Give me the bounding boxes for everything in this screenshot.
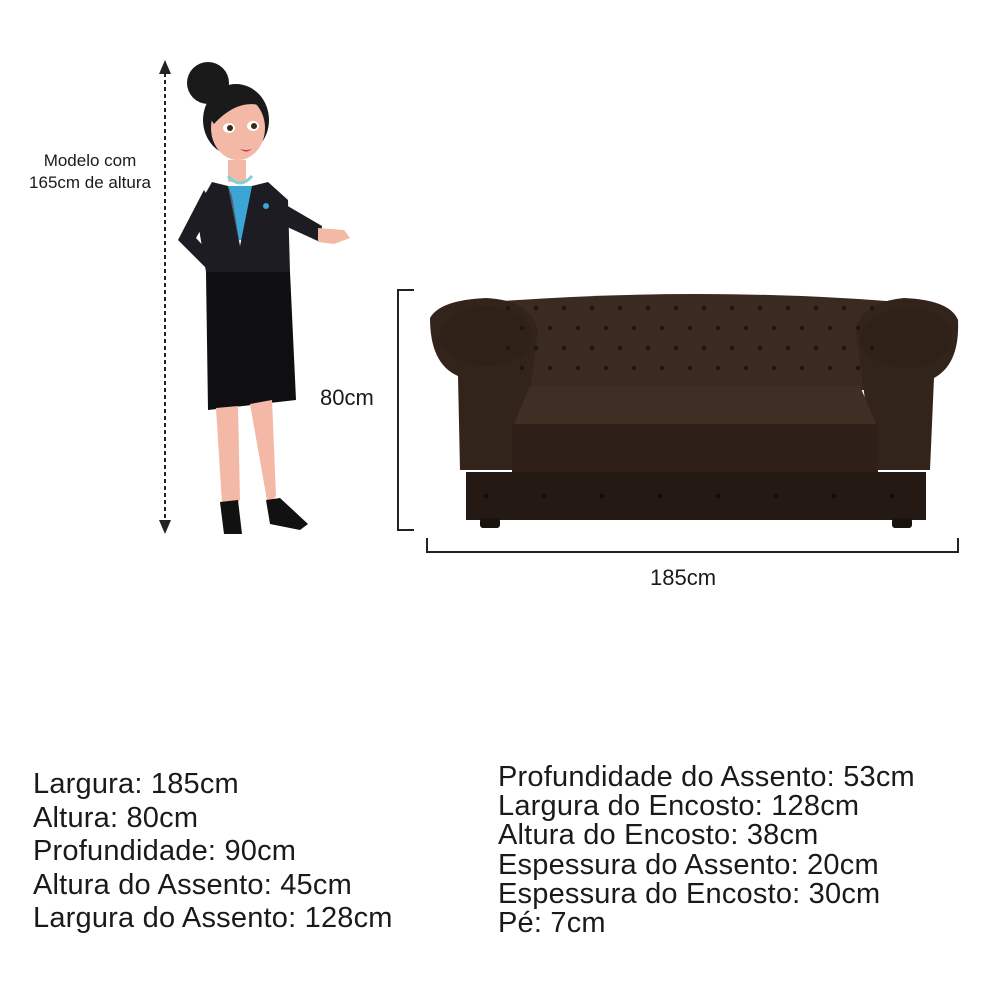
model-caption-line2: 165cm de altura [29, 173, 151, 192]
spec-altura-encosto: Altura do Encosto: 38cm [498, 819, 819, 852]
tuft-button [632, 326, 636, 330]
spec-profundidade-assento: Profundidade do Assento: 53cm [498, 761, 915, 793]
tuft-button [828, 366, 832, 370]
tuft-button [716, 326, 720, 330]
tuft-button [520, 326, 524, 330]
tuft-button [786, 346, 790, 350]
tuft-button [660, 326, 664, 330]
tuft-button [520, 366, 524, 370]
tuft-button [604, 366, 608, 370]
tuft-button [758, 346, 762, 350]
sofa [430, 294, 958, 528]
tuft-button [674, 306, 678, 310]
spec-largura-assento: Largura do Assento: 128cm [33, 902, 393, 934]
tuft-button [604, 326, 608, 330]
tuft-button [870, 306, 874, 310]
spec-profundidade: Profundidade: 90cm [33, 835, 297, 867]
tuft-button [576, 326, 580, 330]
tuft-button [744, 326, 748, 330]
base-tuft-button [716, 494, 720, 498]
tuft-button [856, 366, 860, 370]
base-tuft-button [832, 494, 836, 498]
tuft-button [772, 366, 776, 370]
tuft-button [688, 366, 692, 370]
sofa-width-bracket [427, 538, 958, 552]
tuft-button [646, 306, 650, 310]
tuft-button [828, 326, 832, 330]
spec-espessura-encosto: Espessura do Encosto: 30cm [498, 877, 881, 910]
tuft-button [716, 366, 720, 370]
tuft-button [590, 346, 594, 350]
base-tuft-button [658, 494, 662, 498]
base-tuft-button [774, 494, 778, 498]
tuft-button [814, 346, 818, 350]
spec-largura-encosto: Largura do Encosto: 128cm [498, 790, 860, 823]
tuft-button [842, 346, 846, 350]
spec-altura: Altura: 80cm [33, 801, 199, 834]
tuft-button [702, 306, 706, 310]
tuft-button [856, 326, 860, 330]
tuft-button [632, 366, 636, 370]
model-caption [10, 150, 170, 194]
tuft-button [590, 306, 594, 310]
spec-largura: Largura: 185cm [33, 768, 239, 800]
tuft-button [562, 346, 566, 350]
base-tuft-button [600, 494, 604, 498]
tuft-button [534, 306, 538, 310]
tuft-button [548, 366, 552, 370]
tuft-button [772, 326, 776, 330]
tuft-button [758, 306, 762, 310]
tuft-button [646, 346, 650, 350]
tuft-button [562, 306, 566, 310]
sofa-height-label: 80cm [320, 385, 374, 410]
sofa-width-label: 185cm [650, 565, 717, 590]
spec-pe: Pé: 7cm [498, 907, 606, 940]
tuft-button [870, 346, 874, 350]
tuft-button [674, 346, 678, 350]
tuft-button [534, 346, 538, 350]
tuft-button [814, 306, 818, 310]
tuft-button [744, 366, 748, 370]
base-tuft-button [890, 494, 894, 498]
tuft-button [702, 346, 706, 350]
tuft-button [730, 346, 734, 350]
tuft-button [800, 366, 804, 370]
tuft-button [548, 326, 552, 330]
spec-altura-assento: Altura do Assento: 45cm [33, 868, 352, 901]
model-caption-line1: Modelo com [43, 151, 137, 170]
tuft-button [842, 306, 846, 310]
base-tuft-button [542, 494, 546, 498]
tuft-button [618, 306, 622, 310]
tuft-button [786, 306, 790, 310]
tuft-button [730, 306, 734, 310]
base-tuft-button [484, 494, 488, 498]
model-height-arrow [159, 60, 171, 534]
tuft-button [618, 346, 622, 350]
tuft-button [800, 326, 804, 330]
tuft-button [506, 346, 510, 350]
model-figure [178, 62, 350, 534]
tuft-button [576, 366, 580, 370]
spec-espessura-assento: Espessura do Assento: 20cm [498, 848, 879, 881]
sofa-height-bracket [398, 290, 414, 530]
spec-list-left [33, 768, 393, 936]
spec-list-right [498, 763, 915, 938]
tuft-button [660, 366, 664, 370]
tuft-button [506, 306, 510, 310]
tuft-button [688, 326, 692, 330]
